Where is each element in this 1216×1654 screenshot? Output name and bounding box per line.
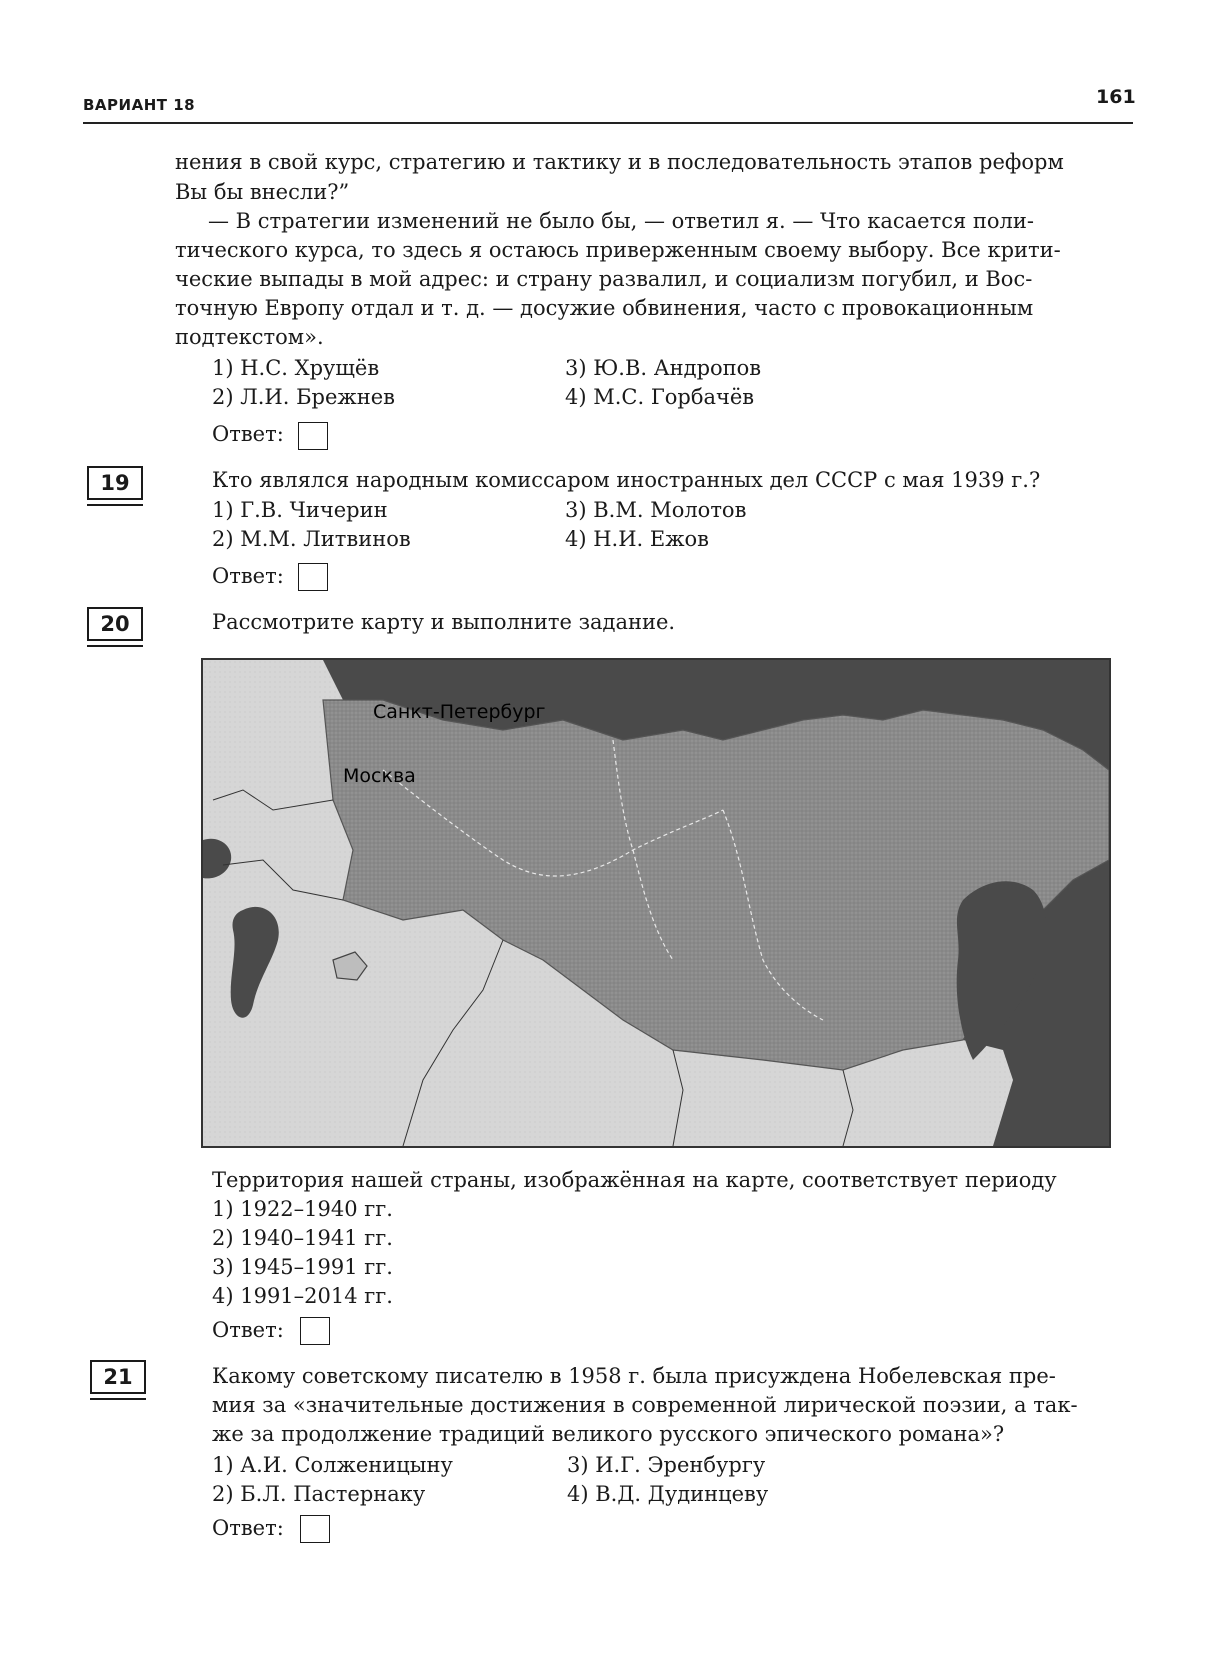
answer-box[interactable] — [300, 1317, 330, 1345]
option-1: 1) 1922–1940 гг. — [212, 1197, 393, 1221]
answer-label: Ответ: — [212, 564, 284, 588]
option-3: 3) В.М. Молотов — [565, 498, 747, 522]
option-2: 2) Л.И. Брежнев — [212, 385, 395, 409]
answer-label: Ответ: — [212, 422, 284, 446]
text-line: ческие выпады в мой адрес: и страну развалил, и социализм погубил, и Вос- — [175, 267, 1033, 291]
question-text: же за продолжение традиций великого русского эпического романа»? — [212, 1422, 1005, 1446]
option-3: 3) Ю.В. Андропов — [565, 356, 762, 380]
text-line: Вы бы внесли?” — [175, 180, 350, 204]
option-1: 1) Г.В. Чичерин — [212, 498, 388, 522]
map-label-saint-petersburg: Санкт-Петербург — [373, 701, 546, 723]
question-number-20: 20 — [87, 607, 143, 641]
option-2: 2) Б.Л. Пастернаку — [212, 1482, 426, 1506]
question-text: мия за «значительные достижения в современной лирической поэзии, а так- — [212, 1393, 1078, 1417]
text-line: подтекстом». — [175, 325, 324, 349]
question-text: Территория нашей страны, изображённая на карте, соответствует периоду — [212, 1168, 1057, 1192]
header-rule — [83, 122, 1133, 124]
option-1: 1) А.И. Солженицыну — [212, 1453, 453, 1477]
running-header: ВАРИАНТ 18 — [83, 96, 196, 114]
answer-box[interactable] — [298, 422, 328, 450]
answer-box[interactable] — [298, 563, 328, 591]
question-prompt: Рассмотрите карту и выполните задание. — [212, 610, 676, 634]
text-line: — В стратегии изменений не было бы, — ответил я. — Что касается поли- — [208, 209, 1034, 233]
question-text: Кто являлся народным комиссаром иностранных дел СССР с мая 1939 г.? — [212, 468, 1041, 492]
text-line: нения в свой курс, стратегию и тактику и в последовательность этапов реформ — [175, 150, 1064, 174]
option-3: 3) И.Г. Эренбургу — [567, 1453, 766, 1477]
option-2: 2) 1940–1941 гг. — [212, 1226, 393, 1250]
option-4: 4) В.Д. Дудинцеву — [567, 1482, 769, 1506]
answer-label: Ответ: — [212, 1318, 284, 1342]
option-3: 3) 1945–1991 гг. — [212, 1255, 393, 1279]
text-line: точную Европу отдал и т. д. — досужие обвинения, часто с провокационным — [175, 296, 1034, 320]
question-number-19: 19 — [87, 466, 143, 500]
question-text: Какому советскому писателю в 1958 г. была присуждена Нобелевская пре- — [212, 1364, 1056, 1388]
option-4: 4) Н.И. Ежов — [565, 527, 709, 551]
answer-box[interactable] — [300, 1515, 330, 1543]
option-1: 1) Н.С. Хрущёв — [212, 356, 380, 380]
answer-label: Ответ: — [212, 1516, 284, 1540]
question-number-21: 21 — [90, 1360, 146, 1394]
option-4: 4) 1991–2014 гг. — [212, 1284, 393, 1308]
historical-map — [201, 658, 1111, 1148]
text-line: тического курса, то здесь я остаюсь приверженным своему выбору. Все крити- — [175, 238, 1061, 262]
option-2: 2) М.М. Литвинов — [212, 527, 411, 551]
map-graphic — [203, 660, 1109, 1146]
map-label-moscow: Москва — [343, 765, 416, 787]
page-number: 161 — [1096, 86, 1136, 108]
option-4: 4) М.С. Горбачёв — [565, 385, 755, 409]
